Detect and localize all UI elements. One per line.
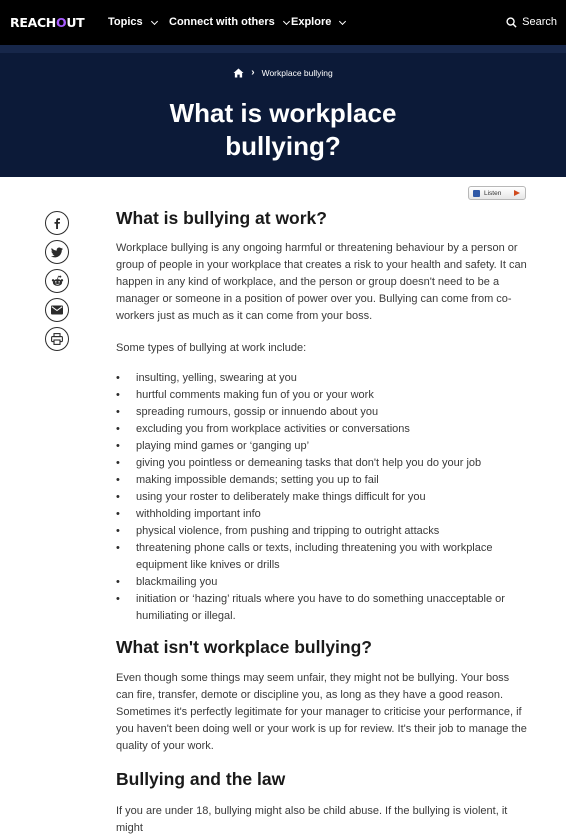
nav-explore[interactable] [291,16,345,28]
breadcrumb [0,67,566,78]
paragraph: Some types of bullying at work include: [116,342,307,354]
page-title [0,97,566,163]
email-share-button[interactable] [45,298,69,322]
section-heading-bullying-at-work: What is bullying at work? [116,208,327,228]
listen-label: Listen [484,189,502,197]
reddit-icon [51,275,64,287]
list-item: • using your roster to deliberately make things difficult for you [116,489,528,506]
logo-prefix: REACH [10,15,56,30]
list-item: • withholding important info [116,506,528,523]
nav-topics-label: Topics [108,16,143,28]
list-item: • blackmailing you [116,574,528,591]
search-button[interactable] [506,16,557,28]
chevron-down-icon [151,18,158,25]
nav-connect-label: Connect with others [169,16,275,28]
section-heading-what-isnt-bullying: What isn't workplace bullying? [116,637,372,657]
list-item: • spreading rumours, gossip or innuendo about you [116,404,528,421]
list-item: • physical violence, from pushing and tripping to outright attacks [116,523,528,540]
page-title-line2: bullying? [225,131,341,161]
nav-explore-label: Explore [291,16,332,28]
top-navigation-bar [0,0,566,45]
facebook-icon [51,217,63,229]
list-item: • initiation or ‘hazing’ rituals where you have to do something unacceptable or humiliating or illegal. [116,591,528,625]
article-content [116,206,528,837]
print-button[interactable] [45,327,69,351]
paragraph: Workplace bullying is any ongoing harmful or threatening behaviour by a person or group of people in your workplace that creates a risk to your health and safety. It can happen in any kind of workplace, and the person or group doesn't need to be a manager or someone in a position of power over you. Bullying can come from co-workers just as much as it can come from your boss. [116,242,527,322]
speaker-icon [473,190,480,197]
listen-button[interactable] [468,186,526,200]
breadcrumb-current: Workplace bullying [261,67,333,78]
section-heading-bullying-and-the-law: Bullying and the law [116,769,286,789]
list-item: • insulting, yelling, swearing at you [116,370,528,387]
search-label: Search [522,16,557,28]
nav-connect-with-others[interactable] [169,16,289,28]
email-icon [51,305,63,315]
list-item: • excluding you from workplace activities or conversations [116,421,528,438]
page-title-line1: What is workplace [169,98,397,128]
logo-o: O [55,15,67,30]
chevron-down-icon [339,18,346,25]
reachout-logo[interactable] [10,15,84,30]
bullying-types-list [116,370,528,625]
chevron-down-icon [283,18,290,25]
breadcrumb-separator-icon: › [251,67,255,78]
facebook-share-button[interactable] [45,211,69,235]
page-hero [0,45,566,177]
list-item: • giving you pointless or demeaning tasks that don't help you do your job [116,455,528,472]
nav-topics[interactable] [108,16,157,28]
list-item: • hurtful comments making fun of you or your work [116,387,528,404]
search-icon [506,17,517,28]
reddit-share-button[interactable] [45,269,69,293]
twitter-share-button[interactable] [45,240,69,264]
logo-suffix: UT [66,15,85,30]
home-icon[interactable] [233,68,244,78]
list-item: • playing mind games or ‘ganging up’ [116,438,528,455]
list-item: • making impossible demands; setting you up to fail [116,472,528,489]
list-item: • threatening phone calls or texts, including threatening you with workplace equipment like knives or drills [116,540,528,574]
paragraph: If you are under 18, bullying might also be child abuse. If the bullying is violent, it might [116,805,508,834]
paragraph: Even though some things may seem unfair, they might not be bullying. Your boss can fire, transfer, demote or discipline you, as long as they have a good reason. Sometimes it's perfectly legitimate for your manager to criticise your performance, if you haven't been doing well or your work is up for review. It's their job to manage the quality of your work. [116,672,527,752]
play-icon [514,190,520,196]
print-icon [51,333,63,345]
twitter-icon [51,247,63,258]
